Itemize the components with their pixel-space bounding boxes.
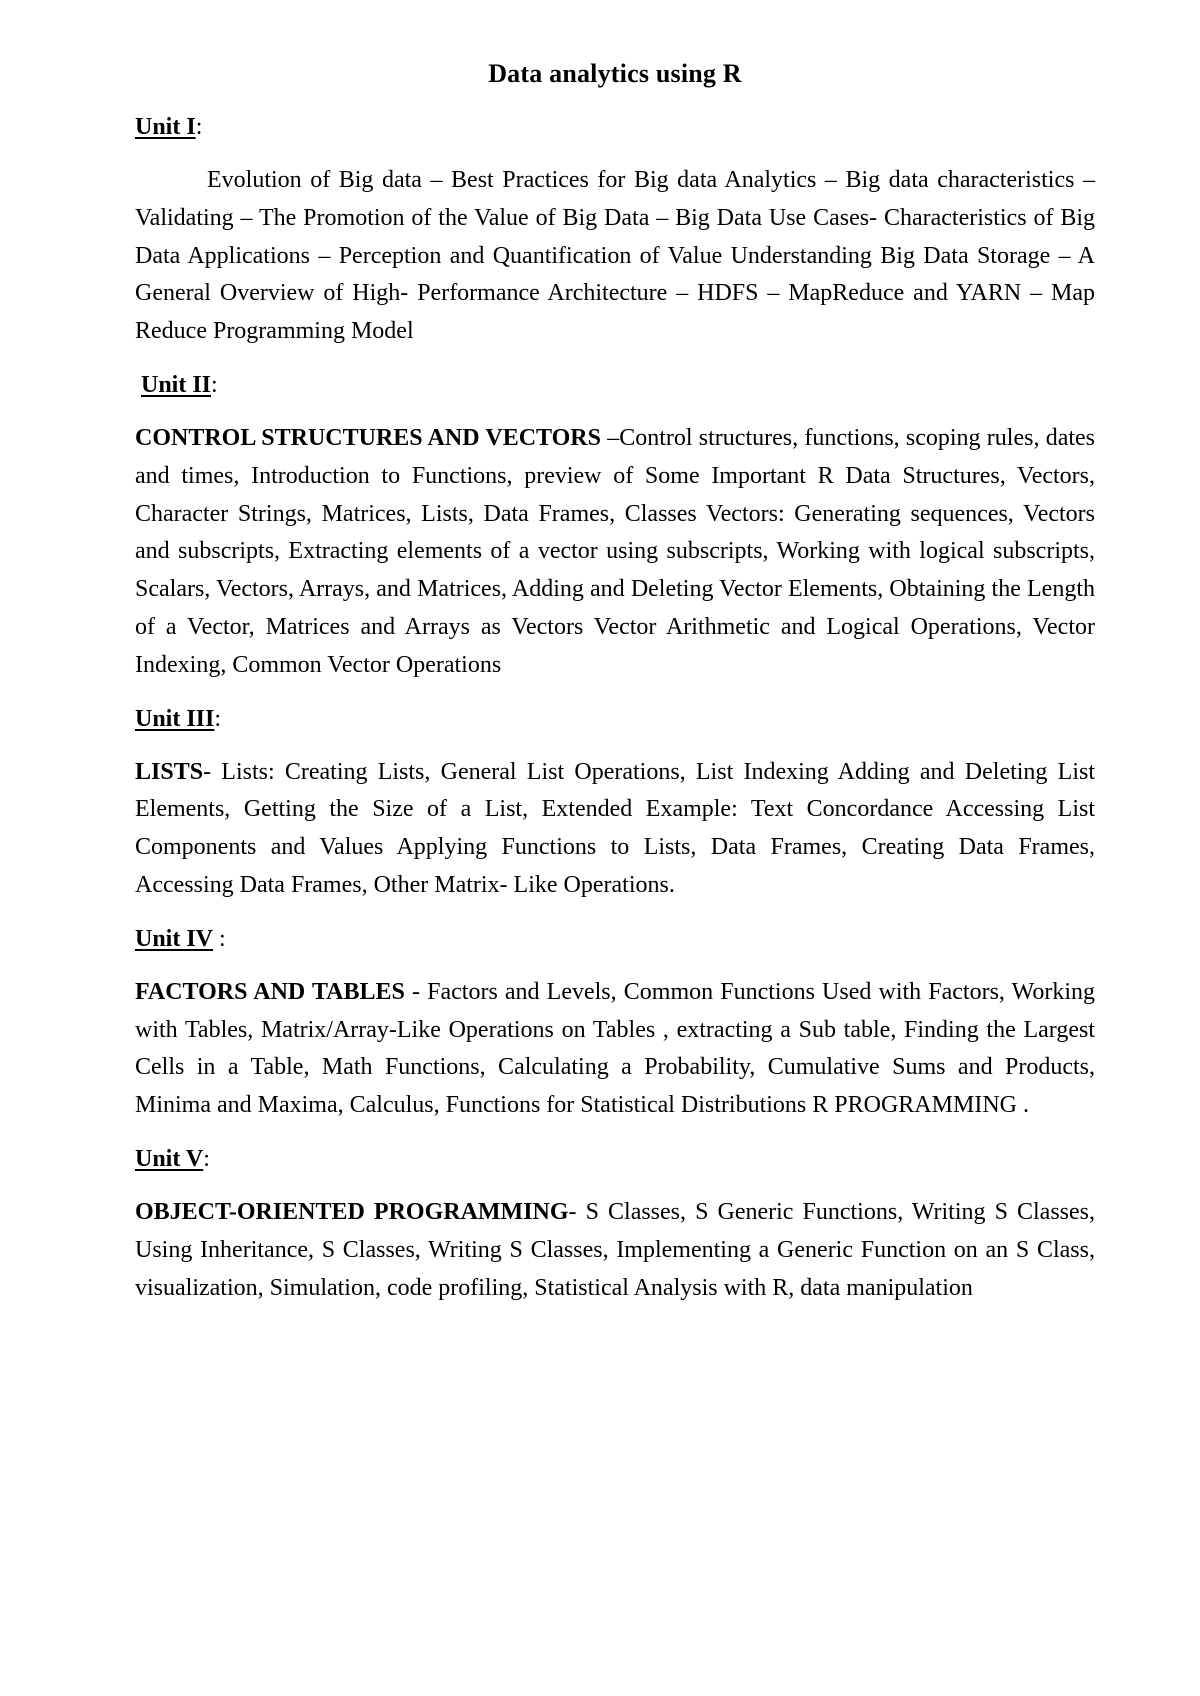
unit-5-heading-label: Unit V (135, 1145, 204, 1172)
document-page (135, 58, 1095, 1326)
unit-2-content (135, 420, 1095, 685)
unit-2-topic: CONTROL STRUCTURES AND VECTORS (135, 424, 601, 451)
unit-5-content (135, 1194, 1095, 1307)
unit-5-heading (135, 1144, 1095, 1174)
unit-4-topic: FACTORS AND TABLES (135, 978, 405, 1005)
unit-2-heading (135, 370, 1095, 400)
unit-2-body: –Control structures, functions, scoping rules, dates and times, Introduction to Functions, preview of Some Important R Data Structures, Vectors, Character Strings, Matrices, Lists, Data Frames, Classes Vectors: Generating sequences, Vectors and subscripts, Extracting elements of a vector using subscripts, Working with logical subscripts, Scalars, Vectors, Arrays, and Matrices, Adding and Deleting Vector Elements, Obtaining the Length of a Vector, Matrices and Arrays as Vectors Vector Arithmetic and Logical Operations, Vector Indexing, Common Vector Operations (135, 424, 1096, 678)
unit-1-heading (135, 112, 1095, 142)
unit-3-heading-label: Unit III (135, 705, 215, 732)
unit-3-topic: LISTS (135, 758, 204, 785)
unit-3-heading (135, 704, 1095, 734)
unit-5-topic: OBJECT-ORIENTED PROGRAMMING (135, 1198, 569, 1225)
unit-2-heading-colon: : (211, 371, 218, 398)
unit-1-content (135, 162, 1095, 351)
unit-4-heading-colon: : (213, 925, 226, 952)
unit-5-heading-colon: : (203, 1145, 210, 1172)
document-title: Data analytics using R (488, 59, 742, 88)
unit-4-body: - Factors and Levels, Common Functions Used with Factors, Working with Tables, Matrix/Array-Like Operations on Tables , extracting a Sub table, Finding the Largest Cells in a Table, Math Functions, Calculating a Probability, Cumulative Sums and Products, Minima and Maxima, Calculus, Functions for Statistical Distributions R PROGRAMMING . (135, 978, 1096, 1119)
unit-1-heading-colon: : (195, 114, 203, 140)
unit-3-body: - Lists: Creating Lists, General List Operations, List Indexing Adding and Deleting List Elements, Getting the Size of a List, Extended Example: Text Concordance Accessing List Components and Values Applying Functions to Lists, Data Frames, Creating Data Frames, Accessing Data Frames, Other Matrix- Like Operations. (135, 758, 1095, 898)
unit-3-heading-colon: : (214, 705, 222, 732)
unit-4-content (135, 974, 1095, 1125)
unit-2-heading-label: Unit II (141, 371, 212, 398)
unit-5-body: - S Classes, S Generic Functions, Writing S Classes, Using Inheritance, S Classes, Writing S Classes, Implementing a Generic Function on an S Class, visualization, Simulation, code profiling, Statistical Analysis with R, data manipulation (135, 1198, 1095, 1301)
unit-3-content (135, 754, 1095, 905)
unit-1-heading-label: Unit I (135, 114, 196, 140)
unit-1-body: Evolution of Big data – Best Practices for Big data Analytics – Big data characteristics – Validating – The Promotion of the Value of Big Data – Big Data Use Cases- Characteristics of Big Data Applications – Perception and Quantification of Value Understanding Big Data Storage – A General Overview of High- Performance Architecture – HDFS – MapReduce and YARN – Map Reduce Programming Model (135, 167, 1095, 345)
unit-4-heading (135, 924, 1095, 954)
unit-4-heading-label: Unit IV (135, 925, 214, 952)
